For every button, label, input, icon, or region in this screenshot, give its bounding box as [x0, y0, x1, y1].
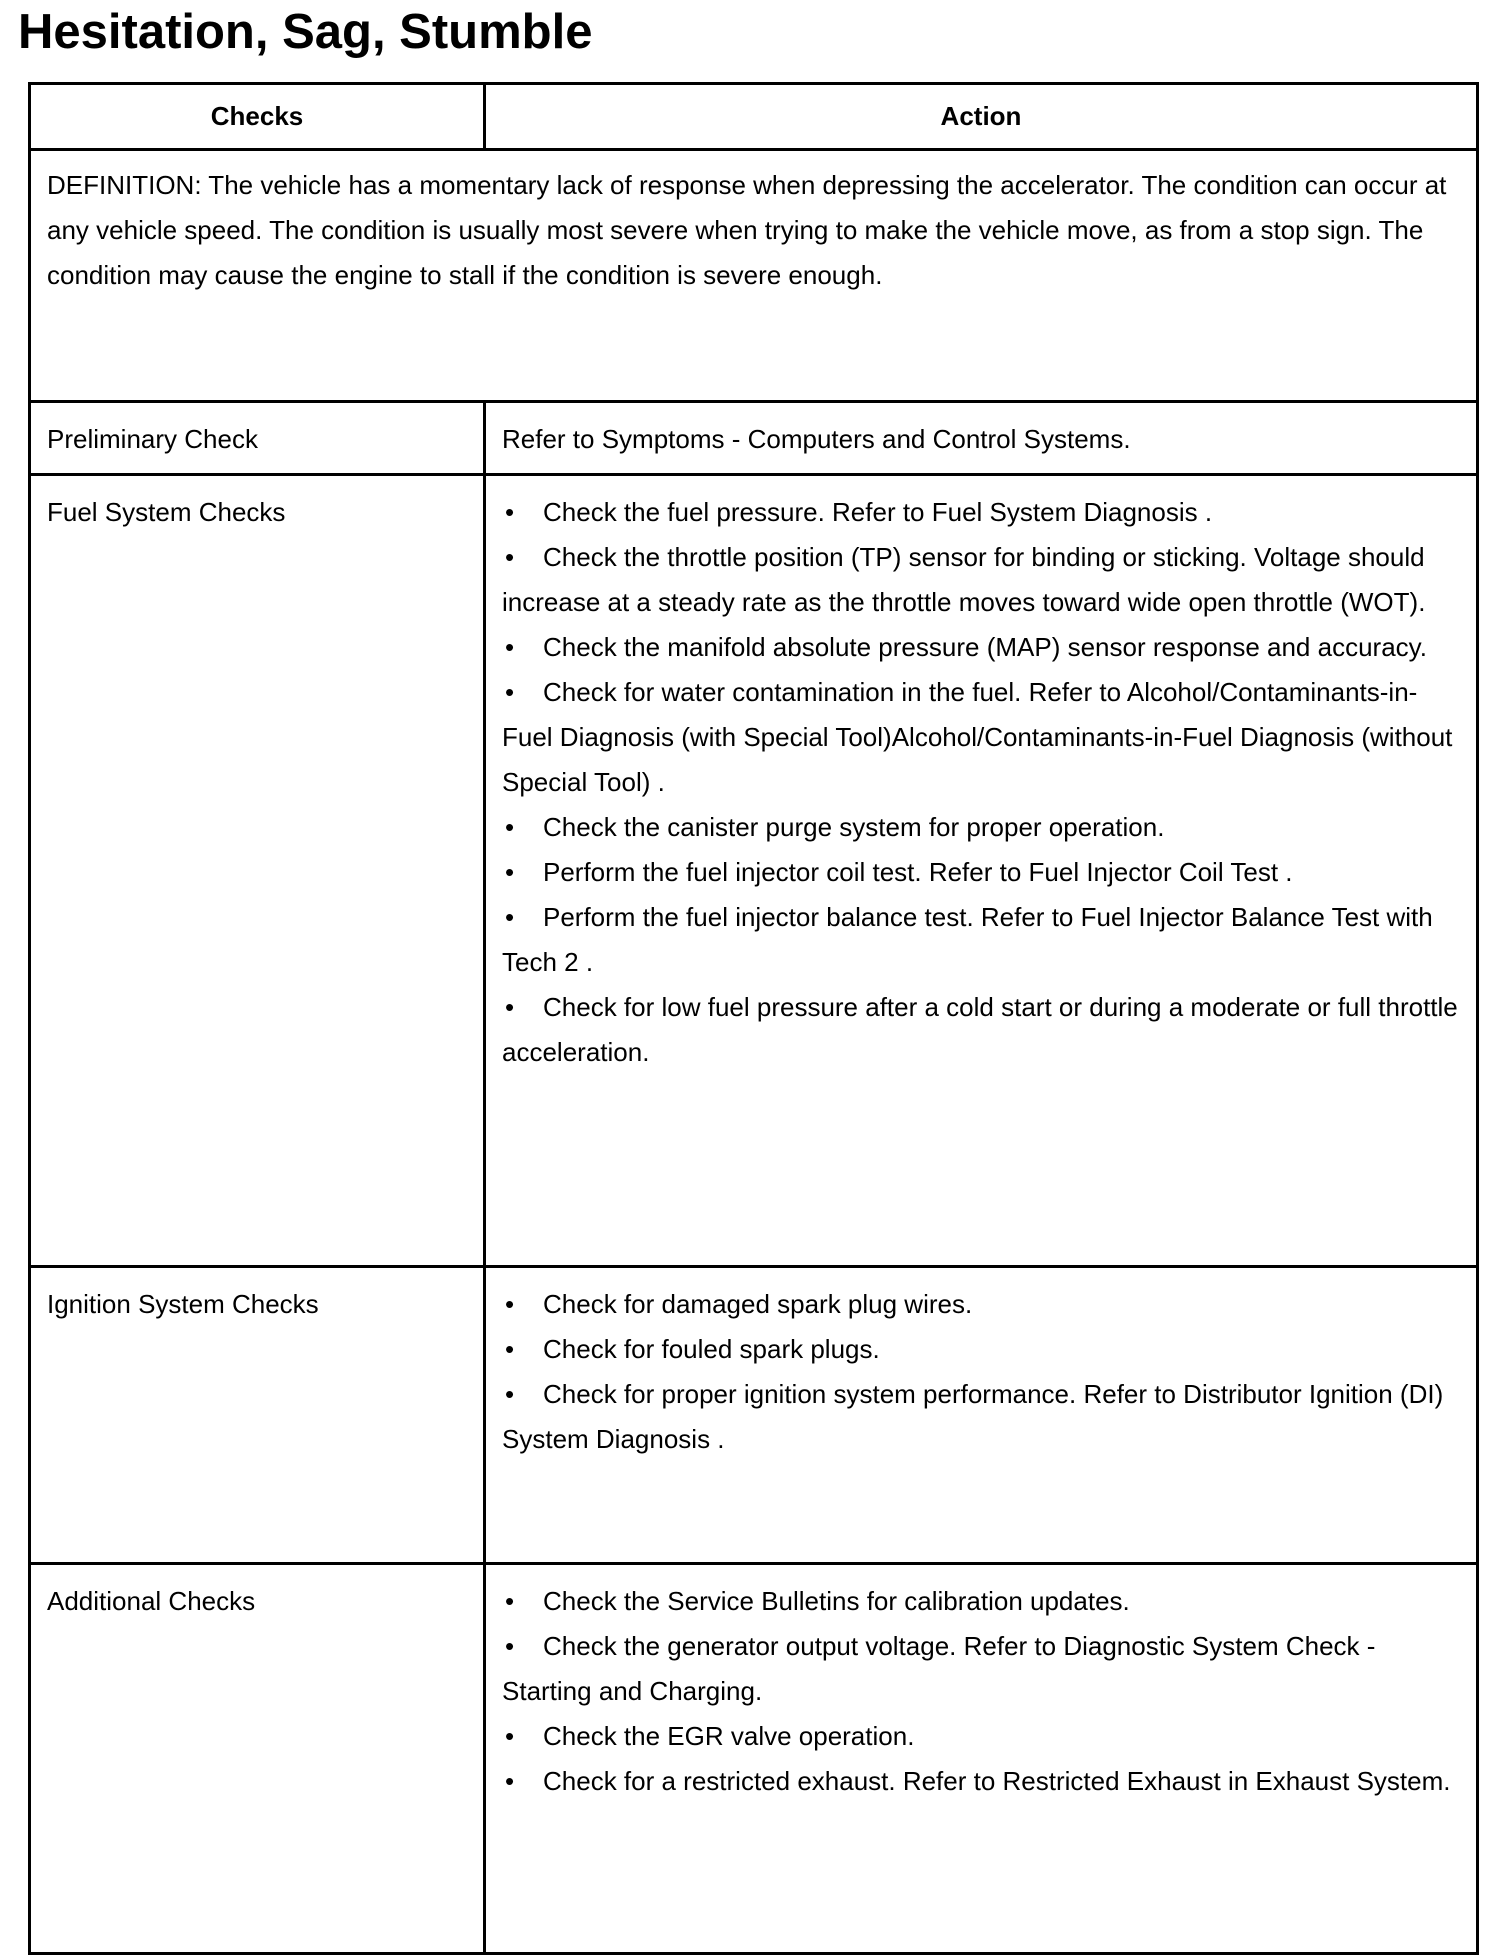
bullet-icon: • — [505, 992, 515, 1022]
action-item-text: Check the generator output voltage. Refer to Diagnostic System Check - Starting and Charging. — [502, 1631, 1376, 1706]
action-item-text: Check for a restricted exhaust. Refer to Restricted Exhaust in Exhaust System. — [543, 1766, 1451, 1796]
action-item-text: Check the fuel pressure. Refer to Fuel System Diagnosis . — [543, 497, 1213, 527]
action-list — [502, 490, 1460, 1075]
action-list-cell — [485, 475, 1478, 1267]
action-list — [502, 1282, 1460, 1462]
action-item — [502, 1579, 1460, 1624]
bullet-icon: • — [505, 1289, 515, 1319]
check-name: Fuel System Checks — [30, 475, 485, 1267]
action-item-text: Check the canister purge system for proper operation. — [543, 812, 1165, 842]
table-row — [30, 475, 1478, 1267]
action-item-text: Check the EGR valve operation. — [543, 1721, 915, 1751]
bullet-icon: • — [505, 1721, 515, 1751]
action-item-text: Check for damaged spark plug wires. — [543, 1289, 973, 1319]
bullet-icon: • — [505, 1586, 515, 1616]
action-list — [502, 1579, 1460, 1804]
action-item — [502, 1759, 1460, 1804]
table-row — [30, 1267, 1478, 1564]
action-text: Refer to Symptoms - Computers and Control Systems. — [485, 402, 1478, 475]
definition-row — [30, 150, 1478, 402]
action-item — [502, 490, 1460, 535]
bullet-icon: • — [505, 1766, 515, 1796]
table-row — [30, 402, 1478, 475]
action-item — [502, 625, 1460, 670]
bullet-icon: • — [505, 902, 515, 932]
action-item-text: Check the throttle position (TP) sensor for binding or sticking. Voltage should increase at a steady rate as the throttle moves toward wide open throttle (WOT). — [502, 542, 1426, 617]
action-list-cell — [485, 1564, 1478, 1954]
action-item-text: Perform the fuel injector coil test. Refer to Fuel Injector Coil Test . — [543, 857, 1293, 887]
bullet-icon: • — [505, 677, 515, 707]
diagnosis-table — [28, 82, 1479, 1955]
action-item — [502, 1327, 1460, 1372]
bullet-icon: • — [505, 497, 515, 527]
action-item — [502, 1714, 1460, 1759]
check-name: Additional Checks — [30, 1564, 485, 1954]
column-header-checks: Checks — [30, 84, 485, 150]
bullet-icon: • — [505, 812, 515, 842]
action-item-text: Check for water contamination in the fuel. Refer to Alcohol/Contaminants-in-Fuel Diagnosis (with Special Tool)Alcohol/Contaminants-in-Fuel Diagnosis (without Special Tool) . — [502, 677, 1453, 797]
action-item-text: Check for low fuel pressure after a cold start or during a moderate or full throttle acceleration. — [502, 992, 1458, 1067]
bullet-icon: • — [505, 542, 515, 572]
check-name: Ignition System Checks — [30, 1267, 485, 1564]
action-list-cell — [485, 1267, 1478, 1564]
action-item — [502, 535, 1460, 625]
bullet-icon: • — [505, 1379, 515, 1409]
table-header-row — [30, 84, 1478, 150]
page-title: Hesitation, Sag, Stumble — [18, 5, 593, 59]
action-item — [502, 895, 1460, 985]
check-name: Preliminary Check — [30, 402, 485, 475]
action-item — [502, 1624, 1460, 1714]
action-item-text: Check for fouled spark plugs. — [543, 1334, 880, 1364]
action-item — [502, 1282, 1460, 1327]
action-item — [502, 805, 1460, 850]
action-item-text: Check the Service Bulletins for calibration updates. — [543, 1586, 1130, 1616]
definition-text: DEFINITION: The vehicle has a momentary lack of response when depressing the accelerator. The condition can occur at any vehicle speed. The condition is usually most severe when trying to make the vehicle move, as from a stop sign. The condition may cause the engine to stall if the condition is severe enough. — [30, 150, 1478, 402]
action-item — [502, 670, 1460, 805]
action-item-text: Check the manifold absolute pressure (MAP) sensor response and accuracy. — [543, 632, 1427, 662]
bullet-icon: • — [505, 857, 515, 887]
column-header-action: Action — [485, 84, 1478, 150]
action-item-text: Check for proper ignition system performance. Refer to Distributor Ignition (DI) System Diagnosis . — [502, 1379, 1444, 1454]
bullet-icon: • — [505, 1631, 515, 1661]
bullet-icon: • — [505, 632, 515, 662]
bullet-icon: • — [505, 1334, 515, 1364]
action-item — [502, 850, 1460, 895]
action-item-text: Perform the fuel injector balance test. Refer to Fuel Injector Balance Test with Tech 2 . — [502, 902, 1433, 977]
table-row — [30, 1564, 1478, 1954]
action-item — [502, 1372, 1460, 1462]
action-item — [502, 985, 1460, 1075]
